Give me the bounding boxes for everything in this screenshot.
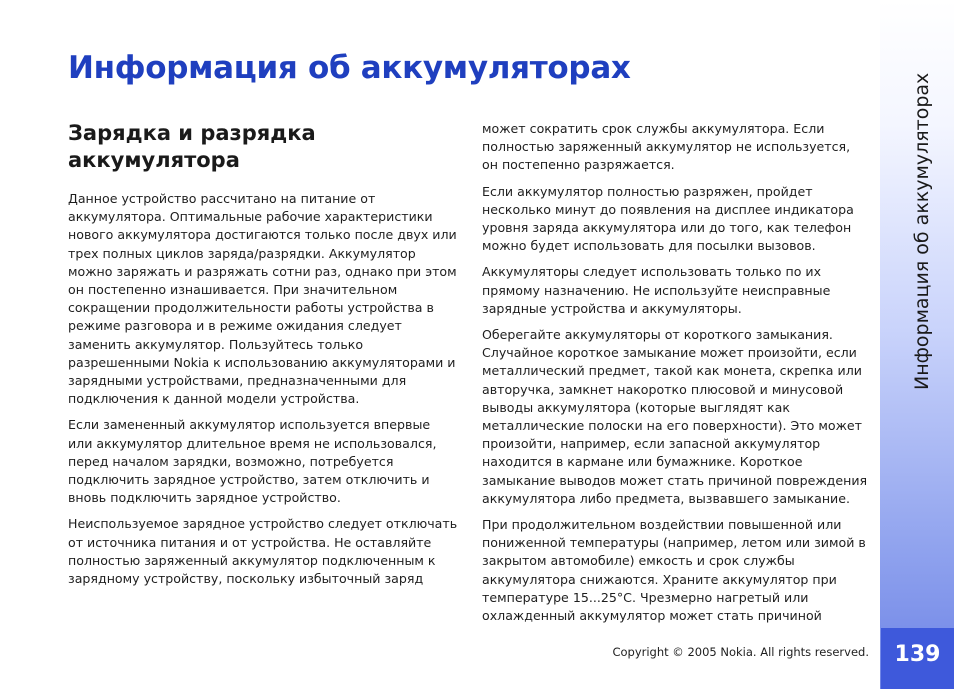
paragraph: Данное устройство рассчитано на питание от аккумулятора. Оптимальные рабочие характеристики нового аккумулятора достигаются только после двух или трех полных циклов заряда/разрядки. Аккумулятор можно заряжать и разряжать сотни раз, однако при этом он постепенно изнашивается. При значительном сокращении продолжительности работы устройства в режиме разговора и в режиме ожидания следует заменить аккумулятор. Пользуйтесь только разрешенными Nokia к использованию аккумуляторами и зарядными устройствами, предназначенными для подключения к данной модели устройства. — [68, 191, 457, 407]
paragraph: Если замененный аккумулятор используется впервые или аккумулятор длительное время не использовался, перед началом зарядки, возможно, потребуется подключить зарядное устройство, затем отключить и вновь подключить зарядное устройство. — [68, 417, 437, 506]
paragraph: Неиспользуемое зарядное устройство следует отключать от источника питания и от устройства. Не оставляйте полностью заряженный аккумулятор подключенным к зарядному устройству, поскольку избыточный заряд — [68, 516, 458, 587]
paragraph: При продолжительном воздействии повышенной или пониженной температуры (например, летом или зимой в закрытом автомобиле) емкость и срок службы аккумулятора снижаются. Храните аккумулятор при температуре 15...25°C. Чрезмерно нагретый или охлажденный аккумулятор может стать причиной — [482, 517, 866, 624]
sidebar-chapter-title-text: Информация об аккумуляторах — [911, 72, 933, 390]
page-number-badge — [881, 628, 954, 689]
sidebar-chapter-title — [911, 60, 935, 390]
paragraph: Аккумуляторы следует использовать только по их прямому назначению. Не используйте неисправные зарядные устройства и аккумуляторы. — [482, 264, 831, 316]
section-heading: Зарядка и разрядка аккумулятора — [68, 121, 316, 172]
page-title: Информация об аккумуляторах — [68, 50, 631, 86]
paragraph: может сократить срок службы аккумулятора. Если полностью заряженный аккумулятор не используется, он постепенно разряжается. — [482, 121, 851, 173]
copyright-notice: Copyright © 2005 Nokia. All rights reserved. — [612, 645, 869, 659]
page-number: 139 — [894, 642, 941, 667]
left-column — [68, 190, 458, 596]
paragraph: Если аккумулятор полностью разряжен, пройдет несколько минут до появления на дисплее индикатора уровня заряда аккумулятора или до того, как телефон можно будет использовать для посылки вызовов. — [482, 183, 854, 254]
paragraph: Оберегайте аккумуляторы от короткого замыкания. Случайное короткое замыкание может произойти, если металлический предмет, такой как монета, скрепка или авторучка, замкнет накоротко плюсовой и минусовой выводы аккумулятора (которые выглядят как металлические полоски на его поверхности). Это может произойти, например, если запасной аккумулятор находится в кармане или бумажнике. Короткое замыкание выводов может стать причиной повреждения аккумулятора либо предмета, вызвавшего замыкание. — [482, 327, 868, 506]
right-column — [482, 120, 870, 633]
